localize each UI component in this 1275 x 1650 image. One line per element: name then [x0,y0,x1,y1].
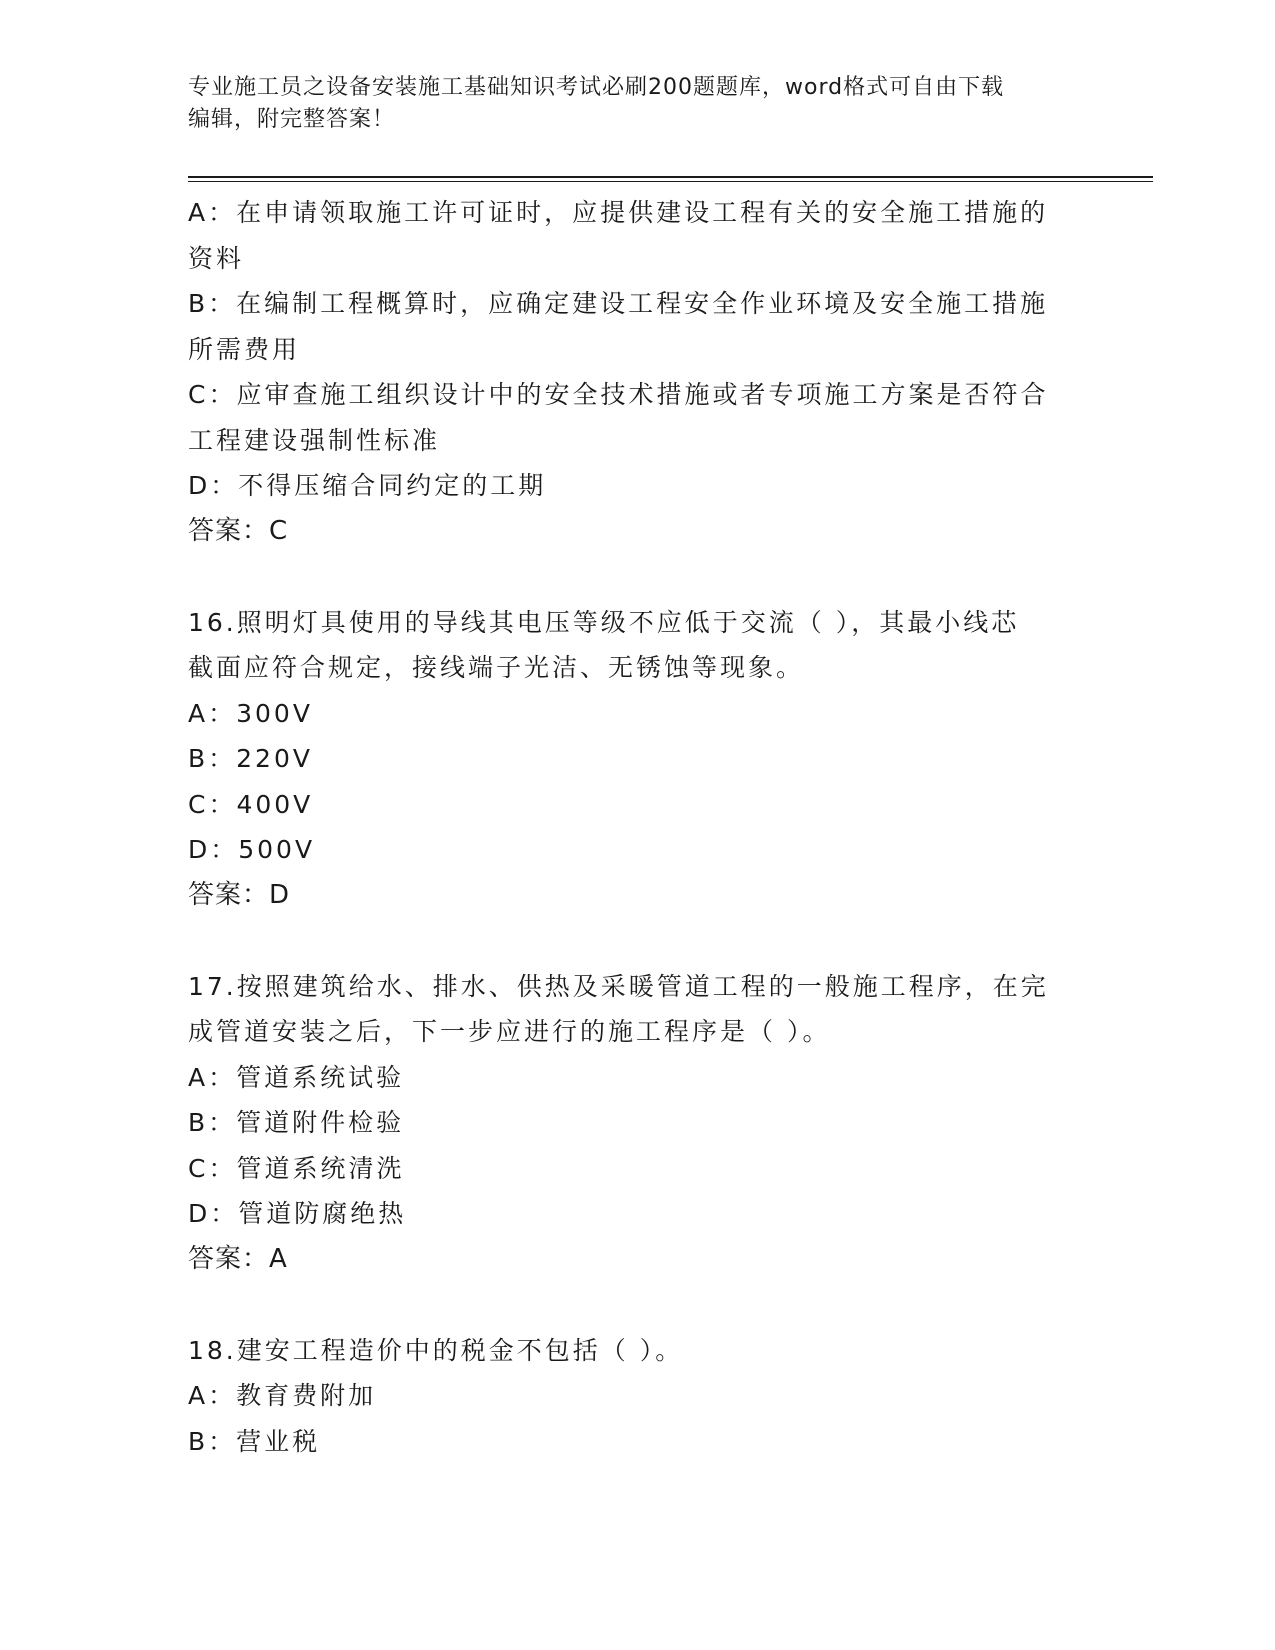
option-a: A：300V [188,698,313,728]
answer: 答案：C [188,515,289,546]
answer: 答案：D [188,879,291,910]
option-c-line-2: 工程建设强制性标准 [188,425,441,455]
option-c-line-1: C：应审查施工组织设计中的安全技术措施或者专项施工方案是否符合 [188,380,1049,409]
option-c: C：管道系统清洗 [188,1153,405,1183]
option-a-line-1: A：在申请领取施工许可证时，应提供建设工程有关的安全施工措施的 [188,198,1049,227]
option-b: B：管道附件检验 [188,1108,405,1137]
question-17 [188,964,1078,1283]
option-d: D：500V [188,835,316,864]
header-rule-thick [188,176,1153,178]
header-line-1: 专业施工员之设备安装施工基础知识考试必刷200题题库，word格式可自由下载 [188,75,1005,100]
option-d: D：管道防腐绝热 [188,1199,407,1228]
question-content [188,190,1078,1464]
header-rule-thin [188,181,1153,182]
header-line-2: 编辑，附完整答案！ [188,107,396,132]
option-a: A：教育费附加 [188,1381,377,1410]
spacer [188,1282,1078,1328]
question-stem-line-1: 16.照明灯具使用的导线其电压等级不应低于交流（ ），其最小线芯 [188,607,1020,637]
question-stem-line-2: 成管道安装之后，下一步应进行的施工程序是（ ）。 [188,1017,831,1046]
option-b: B：220V [188,744,313,773]
option-c: C：400V [188,789,314,819]
question-15-options [188,190,1078,554]
question-16 [188,600,1078,919]
spacer [188,554,1078,600]
document-header [188,72,1088,136]
option-b-line-2: 所需费用 [188,334,301,364]
question-stem-line-1: 17.按照建筑给水、排水、供热及采暖管道工程的一般施工程序，在完 [188,971,1049,1001]
option-b-line-1: B：在编制工程概算时，应确定建设工程安全作业环境及安全施工措施 [188,289,1049,318]
question-stem-line-2: 截面应符合规定，接线端子光洁、无锈蚀等现象。 [188,653,805,682]
question-stem: 18.建安工程造价中的税金不包括（ ）。 [188,1335,684,1365]
option-a-line-2: 资料 [188,243,245,273]
option-b: B：营业税 [188,1426,321,1456]
option-d: D：不得压缩合同约定的工期 [188,471,547,500]
spacer [188,918,1078,964]
answer: 答案：A [188,1243,288,1274]
option-a: A：管道系统试验 [188,1062,405,1092]
question-18 [188,1328,1078,1465]
